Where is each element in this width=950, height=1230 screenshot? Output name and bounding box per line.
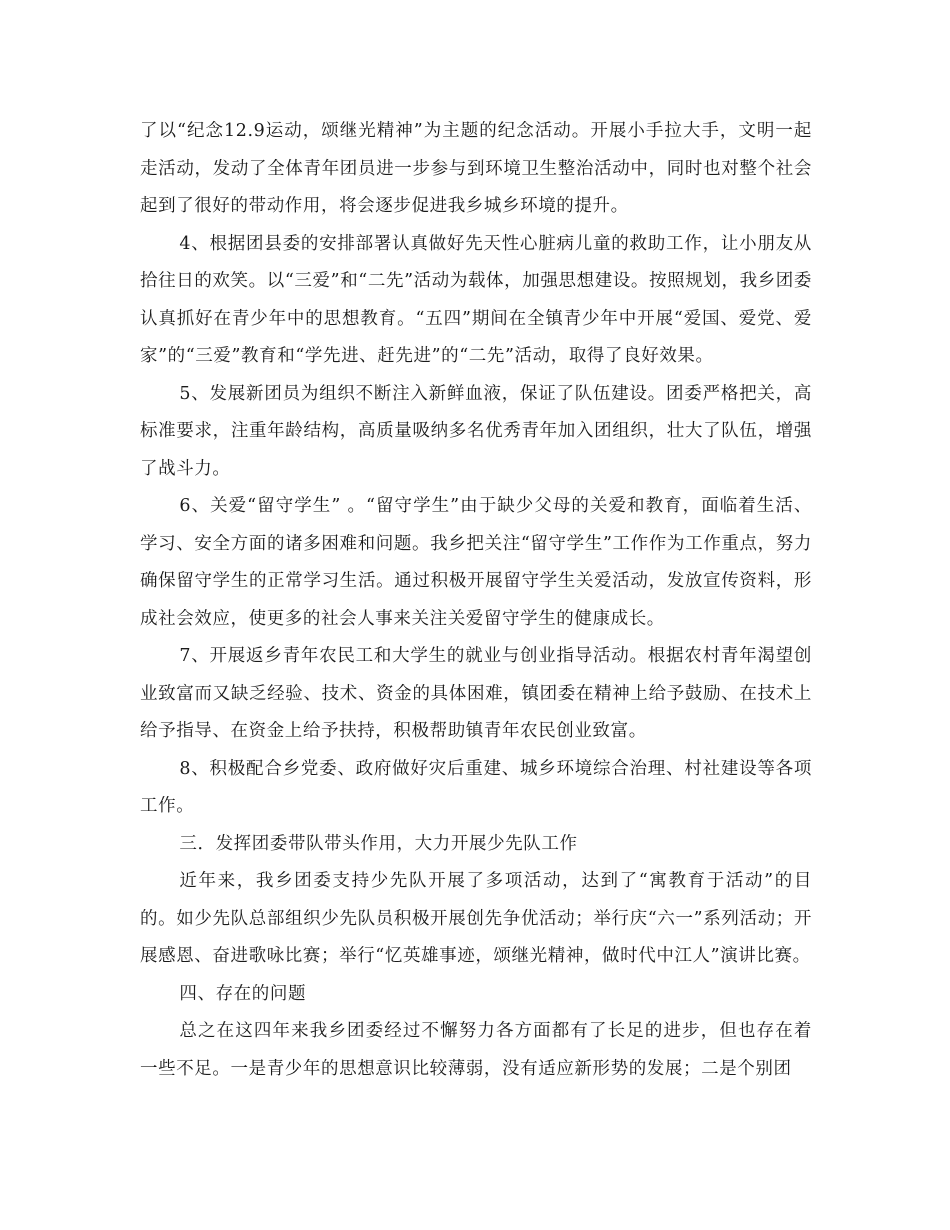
- document-body: [140, 113, 812, 1088]
- section-heading-4: 四、存在的问题: [179, 983, 307, 1004]
- paragraph-item-7: 7、开展返乡青年农民工和大学生的就业与创业指导活动。根据农村青年渴望创业致富而又缺乏经验、技术、资金的具体困难，镇团委在精神上给予鼓励、在技术上给予指导、在资金上给予扶持，积极帮助镇青年农民创业致富。: [140, 646, 812, 741]
- paragraph-problems: 总之在这四年来我乡团委经过不懈努力各方面都有了长足的进步，但也存在着一些不足。一是青少年的思想意识比较薄弱，没有适应新形势的发展；二是个别团: [140, 1021, 812, 1079]
- paragraph-young-pioneers: 近年来，我乡团委支持少先队开展了多项活动，达到了“寓教育于活动”的目的。如少先队总部组织少先队员积极开展创先争优活动；举行庆“六一”系列活动；开展感恩、奋进歌咏比赛；举行“忆英雄事迹，颂继光精神，做时代中江人”演讲比赛。: [140, 871, 812, 966]
- paragraph-item-4: 4、根据团县委的安排部署认真做好先天性心脏病儿童的救助工作，让小朋友从拾往日的欢笑。以“三爱”和“二先”活动为载体，加强思想建设。按照规划，我乡团委认真抓好在青少年中的思想教育。“五四”期间在全镇青少年中开展“爱国、爱党、爱家”的“三爱”教育和“学先进、赶先进”的“二先”活动，取得了良好效果。: [140, 233, 812, 366]
- paragraph-item-8: 8、积极配合乡党委、政府做好灾后重建、城乡环境综合治理、村社建设等各项工作。: [140, 758, 812, 816]
- section-heading-3: 三．发挥团委带队带头作用，大力开展少先队工作: [179, 833, 578, 854]
- paragraph-item-5: 5、发展新团员为组织不断注入新鲜血液，保证了队伍建设。团委严格把关，高标准要求，注重年龄结构，高质量吸纳多名优秀青年加入团组织，壮大了队伍，增强了战斗力。: [140, 383, 812, 479]
- paragraph-continuation: 了以“纪念12.9运动，颂继光精神”为主题的纪念活动。开展小手拉大手，文明一起走活动，发动了全体青年团员进一步参与到环境卫生整治活动中，同时也对整个社会起到了很好的带动作用，将会逐步促进我乡城乡环境的提升。: [140, 121, 812, 216]
- paragraph-item-6: 6、关爱“留守学生” 。“留守学生”由于缺少父母的关爱和教育，面临着生活、学习、安全方面的诸多困难和问题。我乡把关注“留守学生”工作作为工作重点，努力确保留守学生的正常学习生活。通过积极开展留守学生关爱活动，发放宣传资料，形成社会效应，使更多的社会人事来关注关爱留守学生的健康成长。: [140, 496, 812, 629]
